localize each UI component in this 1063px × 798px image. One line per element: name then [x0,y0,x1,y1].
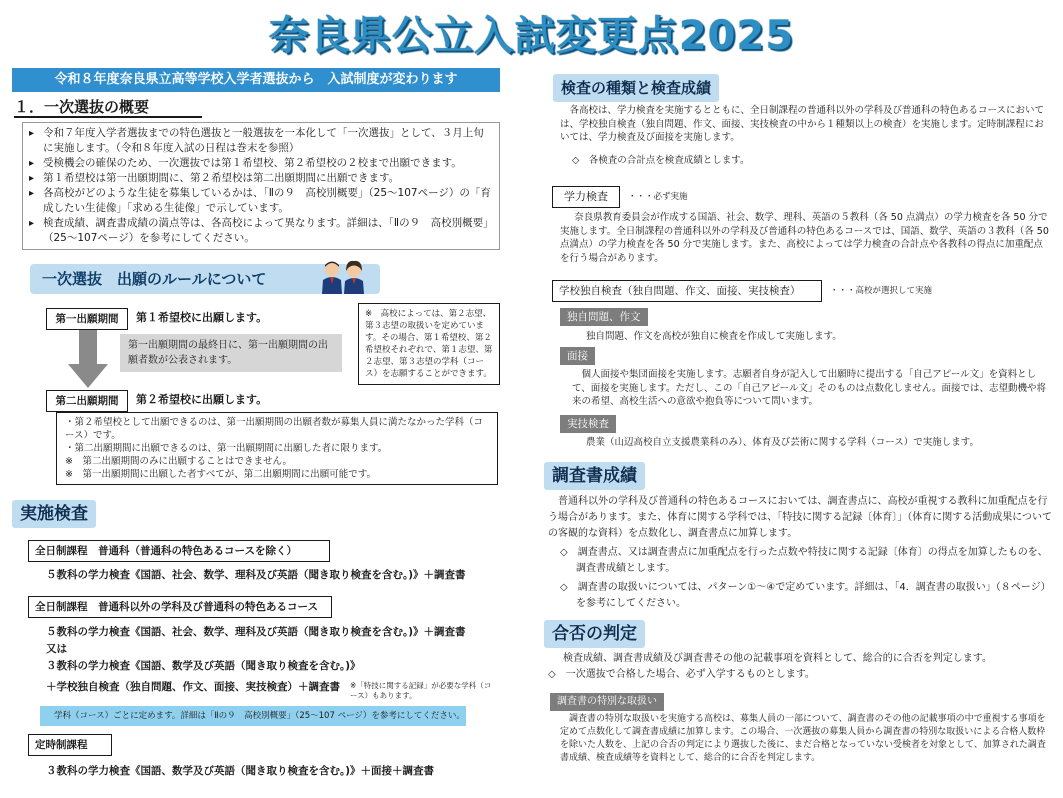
gakuryoku-label: 学力検査 [552,186,620,208]
sub1-text: 独自問題、作文を高校が独自に検査を作成して実施します。 [586,331,842,342]
overview-bullets [22,122,500,250]
dokuji-suffix: ・・・高校が選択して実施 [830,286,933,296]
arrow-down-icon [68,330,108,388]
types-intro: 各高校は、学力検査を実施するとともに、全日制課程の普通科以外の学科及び普通科の特色あるコースにおいては、学校独自検査（独自問題、作文、面接、実技検査の中から１種類以上の検査）を実施します。定時制課程においては、学力検査及び面接を実施します。 [560,105,1045,143]
sub3-label: 実技検査 [560,415,616,433]
list-item: ▸ 検査成績、調査書成績の満点等は、各高校によって異なります。詳細は、「Ⅱの９ 高校別概要」（25～107ページ）を参考にしてください。 [29,216,493,246]
course3-text: ３教科の学力検査《国語、数学及び英語（聞き取り検査を含む。)》＋面接＋調査書 [46,765,435,777]
list-item: ▸ 令和７年度入学者選抜までの特色選抜と一般選抜を一本化して「一次選抜」として、３月上旬に実施します。（令和８年度入試の日程は巻末を参照） [29,126,493,156]
list-item: ※ 第一出願期間に出願した者すべてが、第二出願期間に出願可能です。 [65,469,377,480]
rules-notes [56,412,498,485]
types-heading: 検査の種類と検査成績 [553,74,719,102]
dokuji-label: 学校独自検査（独自問題、作文、面接、実技検査） [552,280,822,302]
list-item: ▸ 受検機会の確保のため、一次選抜では第１希望校、第２希望校の２校まで出願できます。 [29,156,493,171]
course1-label: 全日制課程 普通科（普通科の特色あるコースを除く） [28,540,330,562]
rules-heading: 一次選抜 出願のルールについて [30,264,380,294]
sub2-text: 個人面接や集団面接を実施します。志願者自身が記入して出願時に提出する「自己アピール文」を資料として、面接を実施します。ただし、この「自己アピール文」そのものは点数化しません。面接では、志望動機や将来の希望、高校生活への意欲や抱負等について問います。 [572,369,1047,407]
chosasho-text: 普通科以外の学科及び普通科の特色あるコースにおいては、調査書点に、高校が重視する教科に加重配点を行う場合があります。また、体育に関する学科では、「特技に関する記録〔体育〕」（体育に関する活動成果についての客観的な資料）を点数化し、調査書点に加算します。 [548,496,1052,539]
announce-note: 第一出願期間の最終日に、第一出願期間の出願者数が公表されます。 [120,334,342,372]
list-item: ※ 第二出願期間のみに出願することはできません。 [65,456,293,467]
course2-text2: ３教科の学力検査《国語、数学及び英語（聞き取り検査を含む。)》 [46,660,361,672]
special-label: 調査書の特別な取扱い [550,693,664,711]
page-title: 奈良県公立入試変更点2025 [268,13,795,59]
gakuryoku-text: 奈良県教育委員会が作成する国語、社会、数学、理科、英語の５教科（各 50 点満点）の学力検査を各 50 分で実施します。全日制課程の普通科以外の学科及び普通科の特色あるコースでは、国語、数学、英語の３教科（各 50 点満点）の学力検査を各 50 分で実施します。また、高校によっては学力検査の合計点や各教科の得点に加重配点を行う場合があります。 [560,212,1049,264]
students-icon [318,258,368,294]
special-text: 調査書の特別な取扱いを実施する高校は、募集人員の一部について、調査書のその他の記載事項の中で重視する事項を定めて点数化して調査書成績に加算します。この場合、一次選抜の募集人員から調査書の特別な取扱いによる合格人数枠を除いた人数を、上記の合否の判定により選抜した後に、まだ合格となっていない受検者を対象として、加算された調査書成績、検査成績等を資料として、総合的に合否を判定します。 [560,714,1046,763]
course2-label: 全日制課程 普通科以外の学科及び普通科の特色あるコース [28,596,332,618]
course3-label: 定時制課程 [28,734,112,756]
exam-heading: 実施検査 [12,500,96,528]
second-period-label: 第二出願期間 [46,390,128,412]
course2-note: ※「特技に関する記録」が必要な学科（コース）もあります。 [350,681,492,700]
second-period-text: 第２希望校に出願します。 [136,393,268,406]
side-note: ※ 高校によっては、第２志望、第３志望の取扱いを定めています。その場合、第１希望校、第２希望校それぞれで、第１志望、第２志望、第３志望の学科（コース）を志願することができます。 [358,303,500,385]
course2-bar: 学科（コース）ごとに定めます。詳細は「Ⅱの９ 高校別概要」（25～107 ページ）を参考にしてください。 [40,706,466,726]
list-item: ▸ 第１希望校は第一出願期間に、第２希望校は第二出願期間に出願できます。 [29,171,493,186]
list-item: ▸ 各高校がどのような生徒を募集しているかは、「Ⅱの９ 高校別概要」（25～107ページ）の「育成したい生徒像」「求める生徒像」で示しています。 [29,186,493,216]
first-period-label: 第一出願期間 [46,308,128,330]
intro-banner: 令和８年度奈良県立高等学校入学者選抜から 入試制度が変わります [12,68,500,92]
gakuryoku-suffix: ・・・必ず実施 [628,192,688,202]
chosasho-point2: ◇ 調査書の取扱いについては、パターン①～④で定めています。詳細は、「4．調査書の取扱い」（８ページ）を参考にしてください。 [560,582,1051,609]
course2-text3: ＋学校独自検査（独自問題、作文、面接、実技検査）＋調査書 [46,681,340,693]
sub2-label: 面接 [560,347,595,365]
course1-text: ５教科の学力検査《国語、社会、数学、理科及び英語（聞き取り検査を含む。)》＋調査書 [46,569,466,581]
sub3-text: 農業（山辺高校自立支援農業科のみ）、体育及び芸術に関する学科（コース）で実施します。 [586,437,980,448]
list-item: ・第２希望校として出願できるのは、第一出願期間の出願者数が募集人員に満たなかった学科（コース）です。 [65,417,484,441]
gouhi-heading: 合否の判定 [544,620,645,648]
list-item: ・第二出願期間に出願できるのは、第一出願期間に出願した者に限ります。 [65,443,388,454]
gouhi-text: 検査成績、調査書成績及び調査書その他の記載事項を資料として、総合的に合否を判定します。 [563,653,992,664]
course2-text1: ５教科の学力検査《国語、社会、数学、理科及び英語（聞き取り検査を含む。)》＋調査書 [46,626,466,638]
sub1-label: 独自問題、作文 [560,308,648,326]
gouhi-point: ◇ 一次選抜で合格した場合、必ず入学するものとします。 [548,669,815,680]
chosasho-point1: ◇ 調査書点、又は調査書点に加重配点を行った点数や特技に関する記録〔体育〕の得点を加算したものを、調査書成績とします。 [560,547,1048,574]
chosasho-heading: 調査書成績 [544,462,645,490]
overview-heading: １．一次選抜の概要 [14,98,202,118]
course2-or: 又は [46,643,67,655]
types-intro-point: ◇ 各検査の合計点を検査成績とします。 [572,155,750,166]
first-period-text: 第１希望校に出願します。 [136,311,268,324]
